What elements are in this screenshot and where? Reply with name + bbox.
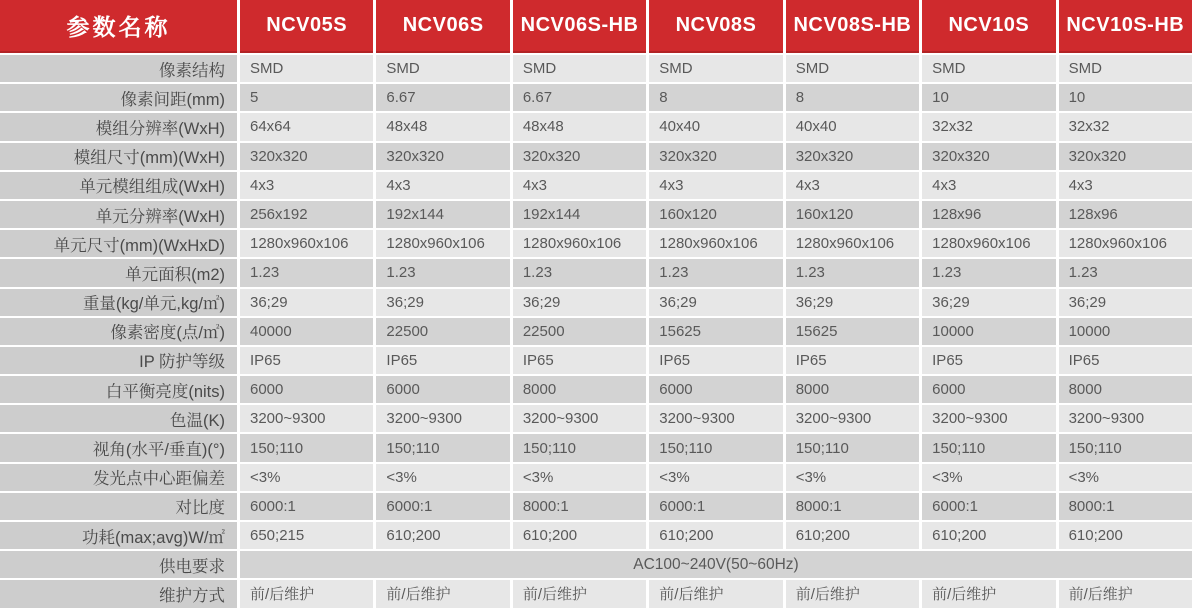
power-supply-merged-cell: AC100~240V(50~60Hz) [240,551,1192,578]
spec-cell: 160x120 [786,201,919,228]
spec-cell: 3200~9300 [376,405,509,432]
spec-cell: 3200~9300 [513,405,646,432]
model-header-ncv10s-hb: NCV10S-HB [1059,0,1192,53]
spec-cell: 10000 [1059,318,1192,345]
spec-cell: 320x320 [922,143,1055,170]
spec-cell: 64x64 [240,113,373,140]
model-header-ncv10s: NCV10S [922,0,1055,53]
model-header-ncv05s: NCV05S [240,0,373,53]
spec-cell: 36;29 [1059,289,1192,316]
spec-cell: 40000 [240,318,373,345]
row-label: 单元面积(m2) [0,259,237,286]
spec-cell: 36;29 [922,289,1055,316]
model-header-ncv08s: NCV08S [649,0,782,53]
row-label: 发光点中心距偏差 [0,464,237,491]
spec-cell: <3% [240,464,373,491]
spec-cell: <3% [513,464,646,491]
spec-cell: 40x40 [786,113,919,140]
spec-cell: 8 [786,84,919,111]
spec-cell: 320x320 [786,143,919,170]
spec-cell: 6000:1 [240,493,373,520]
row-label: 重量(kg/单元,kg/㎡) [0,289,237,316]
spec-cell: 15625 [649,318,782,345]
spec-cell: 6.67 [513,84,646,111]
spec-cell: 3200~9300 [1059,405,1192,432]
row-label: IP 防护等级 [0,347,237,374]
spec-cell: 3200~9300 [922,405,1055,432]
spec-cell: 8000:1 [786,493,919,520]
spec-cell: 4x3 [786,172,919,199]
spec-cell: 1.23 [513,259,646,286]
spec-cell: <3% [922,464,1055,491]
spec-cell: IP65 [1059,347,1192,374]
spec-cell: 8000 [786,376,919,403]
spec-cell: 320x320 [649,143,782,170]
spec-cell: 前/后维护 [1059,580,1192,607]
spec-cell: 48x48 [376,113,509,140]
spec-cell: 1.23 [376,259,509,286]
spec-cell: 1280x960x106 [922,230,1055,257]
spec-cell: 128x96 [922,201,1055,228]
spec-cell: 3200~9300 [786,405,919,432]
spec-cell: 10 [1059,84,1192,111]
spec-cell: 22500 [513,318,646,345]
spec-cell: IP65 [513,347,646,374]
spec-cell: SMD [922,55,1055,82]
spec-cell: 4x3 [240,172,373,199]
spec-cell: 610;200 [513,522,646,549]
row-label: 模组分辨率(WxH) [0,113,237,140]
spec-cell: 8000:1 [1059,493,1192,520]
spec-cell: 610;200 [376,522,509,549]
spec-cell: IP65 [240,347,373,374]
spec-cell: 256x192 [240,201,373,228]
spec-cell: 192x144 [513,201,646,228]
spec-cell: 36;29 [376,289,509,316]
spec-cell: 6000 [922,376,1055,403]
spec-cell: 1.23 [922,259,1055,286]
spec-cell: 6000:1 [649,493,782,520]
spec-cell: 1.23 [649,259,782,286]
spec-cell: 610;200 [922,522,1055,549]
spec-cell: 320x320 [513,143,646,170]
spec-cell: 1280x960x106 [786,230,919,257]
spec-cell: 32x32 [1059,113,1192,140]
row-label: 视角(水平/垂直)(°) [0,434,237,461]
spec-cell: SMD [1059,55,1192,82]
row-label: 功耗(max;avg)W/㎡ [0,522,237,549]
spec-cell: 36;29 [786,289,919,316]
spec-cell: 6000 [649,376,782,403]
spec-cell: 150;110 [1059,434,1192,461]
spec-cell: <3% [649,464,782,491]
spec-cell: 6000 [240,376,373,403]
row-label: 对比度 [0,493,237,520]
spec-cell: 4x3 [922,172,1055,199]
row-label: 色温(K) [0,405,237,432]
model-header-ncv08s-hb: NCV08S-HB [786,0,919,53]
spec-cell: SMD [240,55,373,82]
spec-cell: 32x32 [922,113,1055,140]
spec-cell: 6000:1 [922,493,1055,520]
spec-cell: 320x320 [240,143,373,170]
spec-cell: 650;215 [240,522,373,549]
spec-cell: IP65 [376,347,509,374]
spec-cell: 128x96 [1059,201,1192,228]
spec-cell: 前/后维护 [240,580,373,607]
row-label: 像素密度(点/㎡) [0,318,237,345]
spec-cell: 1280x960x106 [513,230,646,257]
row-label: 模组尺寸(mm)(WxH) [0,143,237,170]
spec-cell: 6000 [376,376,509,403]
spec-cell: 1.23 [240,259,373,286]
spec-cell: 3200~9300 [240,405,373,432]
spec-cell: <3% [376,464,509,491]
spec-cell: 1280x960x106 [1059,230,1192,257]
spec-cell: 15625 [786,318,919,345]
spec-cell: 1280x960x106 [240,230,373,257]
spec-cell: 36;29 [240,289,373,316]
spec-cell: 8 [649,84,782,111]
spec-cell: 150;110 [786,434,919,461]
model-header-ncv06s: NCV06S [376,0,509,53]
spec-cell: 4x3 [649,172,782,199]
spec-cell: 前/后维护 [513,580,646,607]
row-label: 像素间距(mm) [0,84,237,111]
spec-cell: 22500 [376,318,509,345]
row-label: 像素结构 [0,55,237,82]
spec-cell: SMD [513,55,646,82]
spec-cell: 10000 [922,318,1055,345]
spec-cell: IP65 [922,347,1055,374]
spec-cell: 320x320 [376,143,509,170]
spec-cell: 10 [922,84,1055,111]
row-label: 单元分辨率(WxH) [0,201,237,228]
spec-cell: 前/后维护 [922,580,1055,607]
model-header-ncv06s-hb: NCV06S-HB [513,0,646,53]
spec-cell: 8000 [513,376,646,403]
spec-cell: 8000 [1059,376,1192,403]
spec-cell: SMD [376,55,509,82]
row-label: 单元模组组成(WxH) [0,172,237,199]
spec-cell: IP65 [786,347,919,374]
spec-cell: 36;29 [513,289,646,316]
spec-cell: <3% [786,464,919,491]
spec-cell: IP65 [649,347,782,374]
row-label: 白平衡亮度(nits) [0,376,237,403]
row-label: 维护方式 [0,580,237,607]
spec-cell: 36;29 [649,289,782,316]
spec-cell: 8000:1 [513,493,646,520]
spec-cell: 4x3 [513,172,646,199]
spec-cell: 150;110 [376,434,509,461]
spec-cell: 192x144 [376,201,509,228]
spec-cell: 610;200 [786,522,919,549]
spec-cell: 320x320 [1059,143,1192,170]
spec-cell: SMD [649,55,782,82]
spec-cell: 150;110 [240,434,373,461]
spec-cell: 4x3 [376,172,509,199]
param-name-header: 参数名称 [0,0,237,53]
row-label: 供电要求 [0,551,237,578]
spec-cell: 4x3 [1059,172,1192,199]
spec-cell: 150;110 [922,434,1055,461]
spec-cell: <3% [1059,464,1192,491]
spec-cell: 150;110 [649,434,782,461]
spec-cell: 6000:1 [376,493,509,520]
spec-cell: 前/后维护 [376,580,509,607]
spec-cell: 48x48 [513,113,646,140]
spec-cell: 3200~9300 [649,405,782,432]
spec-cell: 610;200 [1059,522,1192,549]
spec-cell: 前/后维护 [786,580,919,607]
spec-cell: 5 [240,84,373,111]
spec-cell: SMD [786,55,919,82]
spec-cell: 1.23 [1059,259,1192,286]
spec-cell: 40x40 [649,113,782,140]
spec-cell: 1280x960x106 [376,230,509,257]
spec-cell: 610;200 [649,522,782,549]
row-label: 单元尺寸(mm)(WxHxD) [0,230,237,257]
spec-cell: 1.23 [786,259,919,286]
spec-cell: 6.67 [376,84,509,111]
spec-cell: 1280x960x106 [649,230,782,257]
spec-cell: 前/后维护 [649,580,782,607]
spec-cell: 150;110 [513,434,646,461]
spec-cell: 160x120 [649,201,782,228]
